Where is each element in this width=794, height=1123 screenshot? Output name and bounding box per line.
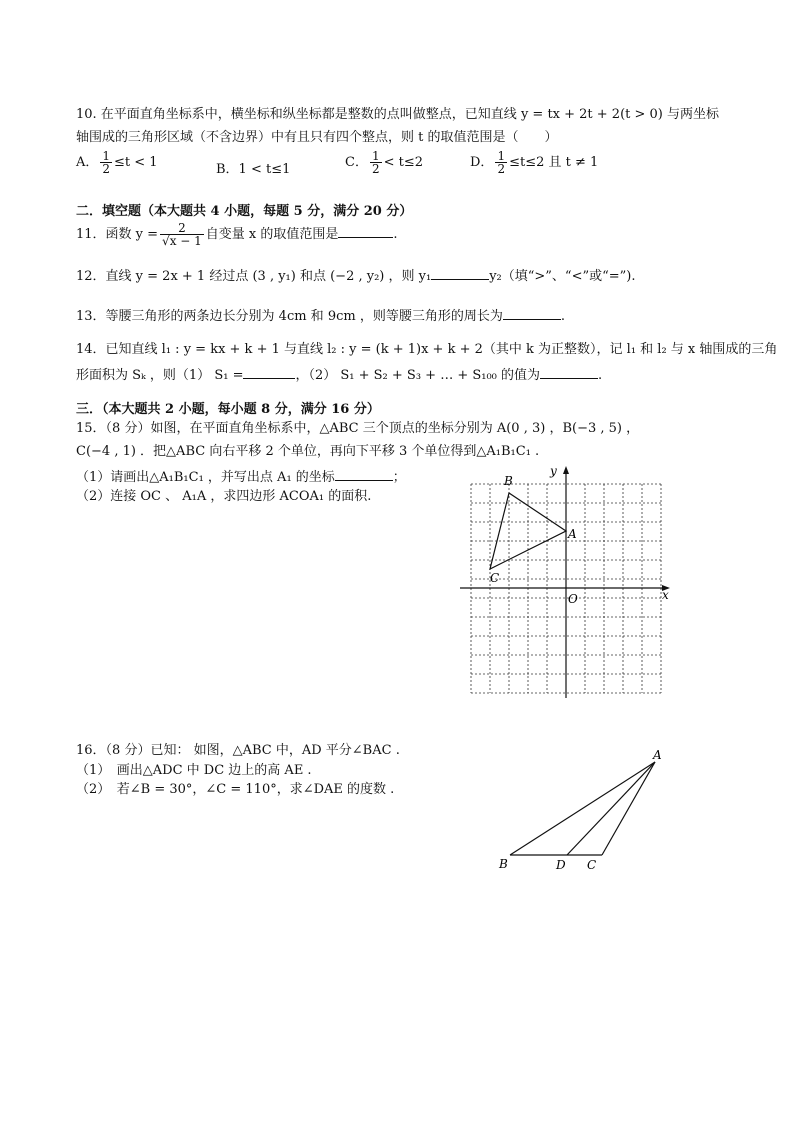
q16-line1: 16．（8 分）已知： 如图，△ABC 中，AD 平分∠BAC . bbox=[76, 743, 400, 758]
q11: 11．函数 y = $\frac{2}{√x - 1}$ 自变量 x 的取值范围是 . bbox=[76, 221, 398, 248]
point-b-label: B bbox=[504, 474, 513, 488]
vertex-a-label: A bbox=[653, 748, 662, 762]
answer-blank[interactable] bbox=[338, 223, 393, 238]
answer-blank[interactable] bbox=[431, 265, 489, 280]
vertex-b-label: B bbox=[499, 857, 508, 871]
fraction-one-half: $\frac{1}{2}$ bbox=[371, 149, 380, 176]
coordinate-grid-figure bbox=[452, 458, 682, 700]
point-d-label: D bbox=[556, 858, 566, 872]
q15-line2: C(−4 , 1) ．把△ABC 向右平移 2 个单位，再向下平移 3 个单位得到△A₁B₁C₁ . bbox=[76, 444, 540, 459]
q15-sub2: （2）连接 OC 、 A₁A ，求四边形 ACOA₁ 的面积. bbox=[76, 489, 372, 504]
answer-blank[interactable] bbox=[503, 305, 561, 320]
point-a-label: A bbox=[568, 527, 577, 541]
q12: 12．直线 y = 2x + 1 经过点 (3 , y₁) 和点 (−2 , y₂) ，则 y₁ y₂（填“>”、“<”或“=”). bbox=[76, 265, 636, 286]
section-3-heading: 三．（本大题共 2 小题，每小题 8 分，满分 16 分） bbox=[76, 402, 380, 417]
q13: 13．等腰三角形的两条边长分别为 4cm 和 9cm ，则等腰三角形的周长为 . bbox=[76, 305, 565, 326]
q10-line2: 轴围成的三角形区域（不含边界）中有且只有四个整点，则 t 的取值范围是（ ） bbox=[76, 130, 558, 145]
q10-option-b: B．1 < t≤1 bbox=[216, 162, 291, 177]
y-axis-label: y bbox=[550, 464, 557, 478]
fraction-one-half: $\frac{1}{2}$ bbox=[497, 149, 506, 176]
vertex-c-label: C bbox=[587, 858, 597, 872]
point-c-label: C bbox=[490, 571, 500, 585]
x-axis-label: x bbox=[662, 588, 669, 602]
q10-option-d: D． $\frac{1}{2}$ ≤t≤2 且 t ≠ 1 bbox=[470, 149, 599, 176]
fraction-one-half: $\frac{1}{2}$ bbox=[102, 149, 111, 176]
q16-line2: （1） 画出△ADC 中 DC 边上的高 AE . bbox=[76, 763, 312, 778]
origin-label: O bbox=[568, 592, 578, 606]
q14-line1: 14．已知直线 l₁ : y = kx + k + 1 与直线 l₂ : y = (k + 1)x + k + 2（其中 k 为正整数），记 l₁ 和 l₂ 与 x 轴围成的三角 bbox=[76, 342, 778, 357]
q14-line2: 形面积为 Sₖ ，则（1） S₁ = ，（2） S₁ + S₂ + S₃ + … + S₁₀₀ 的值为 . bbox=[76, 364, 602, 385]
answer-blank[interactable] bbox=[335, 466, 393, 481]
q15-sub1: （1）请画出△A₁B₁C₁ ，并写出点 A₁ 的坐标 ； bbox=[76, 466, 406, 487]
q10-option-c: C． $\frac{1}{2}$ < t≤2 bbox=[345, 149, 424, 176]
triangle-abc-figure bbox=[490, 745, 680, 877]
answer-blank[interactable] bbox=[243, 364, 295, 379]
q10-option-a: A． $\frac{1}{2}$ ≤t < 1 bbox=[76, 149, 158, 176]
q15-line1: 15．（8 分）如图，在平面直角坐标系中，△ABC 三个顶点的坐标分别为 A(0 , 3) ，B(−3 , 5) ， bbox=[76, 421, 640, 436]
q10-line1: 10. 在平面直角坐标系中，横坐标和纵坐标都是整数的点叫做整点，已知直线 y = tx + 2t + 2(t > 0) 与两坐标 bbox=[76, 107, 720, 122]
answer-blank[interactable] bbox=[540, 364, 598, 379]
section-2-heading: 二．填空题（本大题共 4 小题，每题 5 分，满分 20 分） bbox=[76, 204, 413, 219]
fraction-q11: $\frac{2}{√x - 1}$ bbox=[162, 221, 202, 248]
q16-line3: （2） 若∠B = 30°，∠C = 110°，求∠DAE 的度数 . bbox=[76, 782, 395, 797]
